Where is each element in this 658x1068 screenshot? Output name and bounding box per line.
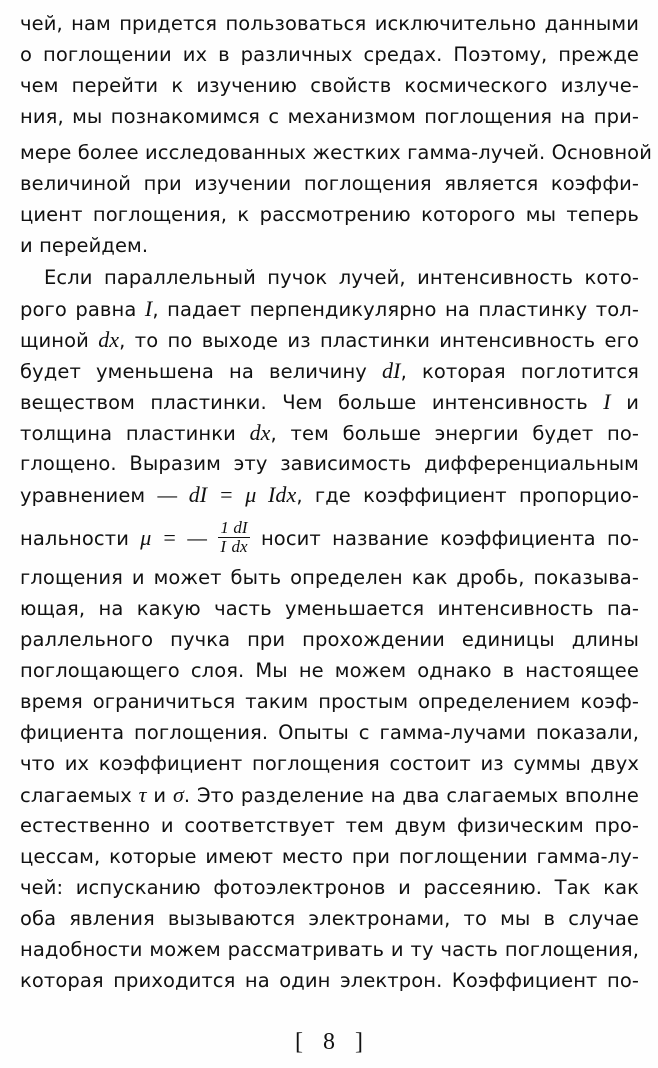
text-line [20, 293, 639, 324]
text-run: время ограничиться таким простым определением коэф- [20, 690, 639, 713]
text-run: щиной [20, 329, 89, 352]
math-symbol: τ [138, 782, 147, 807]
text-line [20, 841, 639, 872]
text-run: слагаемых [20, 784, 132, 807]
text-line [20, 355, 639, 386]
text-line [20, 934, 639, 965]
text-run: , тем больше энергии будет по- [270, 422, 639, 445]
text-line [20, 39, 639, 70]
text-run: фициента поглощения. Опыты с гамма-лучами показали, [20, 721, 639, 744]
text-line [20, 593, 639, 624]
math-symbol: dI [382, 358, 401, 383]
text-run: которая приходится на один электрон. Коэффициент по- [20, 969, 639, 992]
text-run: цессам, которые имеют место при поглощении гамма-лу- [20, 845, 639, 868]
paragraph-first-line [44, 262, 639, 293]
text-run: , падает перпендикулярно на пластинку тол- [152, 298, 639, 321]
text-line [20, 779, 639, 810]
text-line [20, 872, 639, 903]
text-run: веществом пластинки. Чем больше интенсивность [20, 391, 588, 414]
page-number: [ 8 ] [295, 1029, 363, 1055]
text-run: мере более исследованных жестких гамма-лучей. Основной [20, 141, 652, 164]
text-line [20, 230, 639, 261]
text-run: ния, мы познакомимся с механизмом поглощения на при- [20, 105, 639, 128]
fraction-denominator: I dx [220, 537, 248, 556]
text-run: и перейдем. [20, 234, 149, 257]
text-line [20, 748, 639, 779]
text-line [20, 965, 639, 996]
text-line [20, 686, 639, 717]
text-line [20, 624, 639, 655]
math-symbol: dx [249, 420, 271, 445]
text-run: о поглощении их в различных средах. Поэтому, прежде [20, 43, 639, 66]
text-line [20, 562, 639, 593]
text-run: , где коэффициент пропорцио- [296, 484, 639, 507]
text-run: и [626, 391, 639, 414]
text-run: циент поглощения, к рассмотрению которого мы теперь [20, 203, 639, 226]
text-run: , то по выходе из пластинки интенсивность его [119, 329, 639, 352]
equation: μ = — [140, 525, 208, 550]
text-run: чей: испусканию фотоэлектронов и рассеянию. Так как [20, 876, 639, 899]
text-line [20, 903, 639, 934]
math-symbol: I [603, 389, 611, 414]
text-run: чей, нам придется пользоваться исключительно данными [20, 12, 639, 35]
text-line-with-fraction [20, 516, 639, 560]
text-line [20, 101, 639, 132]
text-run: величиной при изучении поглощения является коэффи- [20, 172, 639, 195]
text-line [20, 417, 639, 448]
fraction-numerator: 1 dI [220, 518, 248, 537]
text-line [20, 479, 639, 510]
text-run: оба явления вызываются электронами, то мы в случае [20, 907, 639, 930]
text-run: Если параллельный пучок лучей, интенсивность кото- [44, 266, 639, 289]
equation: — dI = μ Idx [157, 482, 297, 507]
text-line [20, 168, 639, 199]
text-run: носит название коэффициента по- [260, 527, 639, 550]
text-run: чем перейти к изучению свойств космического излуче- [20, 74, 639, 97]
text-line [20, 8, 639, 39]
text-run: раллельного пучка при прохождении единицы длины [20, 628, 639, 651]
text-line [20, 655, 639, 686]
text-run: ющая, на какую часть уменьшается интенсивность па- [20, 597, 639, 620]
text-run: рого равна [20, 298, 137, 321]
text-run: поглощающего слоя. Мы не можем однако в настоящее [20, 659, 639, 682]
text-line [20, 137, 652, 168]
math-symbol: I [144, 296, 153, 321]
text-line [20, 386, 639, 417]
text-run: будет уменьшена на величину [20, 360, 367, 383]
text-run: глощено. Выразим эту зависимость дифференциальным [20, 452, 639, 475]
text-run: и [153, 784, 167, 807]
text-run: уравнением [20, 484, 146, 507]
text-line [20, 448, 639, 479]
text-line [20, 199, 639, 230]
text-run: толщина пластинки [20, 422, 236, 445]
text-line [20, 717, 639, 748]
text-run: . Это разделение на два слагаемых вполне [183, 784, 639, 807]
text-run: естественно и соответствует тем двум физическим про- [20, 814, 639, 837]
math-symbol: σ [172, 782, 184, 807]
fraction [218, 519, 249, 556]
text-line [20, 810, 639, 841]
text-run: глощения и может быть определен как дробь, показыва- [20, 566, 639, 589]
text-run: , которая поглотится [400, 360, 639, 383]
text-line [20, 70, 639, 101]
text-run: нальности [20, 527, 129, 550]
text-run: надобности можем рассматривать и ту часть поглощения, [20, 938, 639, 961]
math-symbol: dx [98, 327, 120, 352]
text-run: что их коэффициент поглощения состоит из суммы двух [20, 752, 639, 775]
text-line [20, 324, 639, 355]
